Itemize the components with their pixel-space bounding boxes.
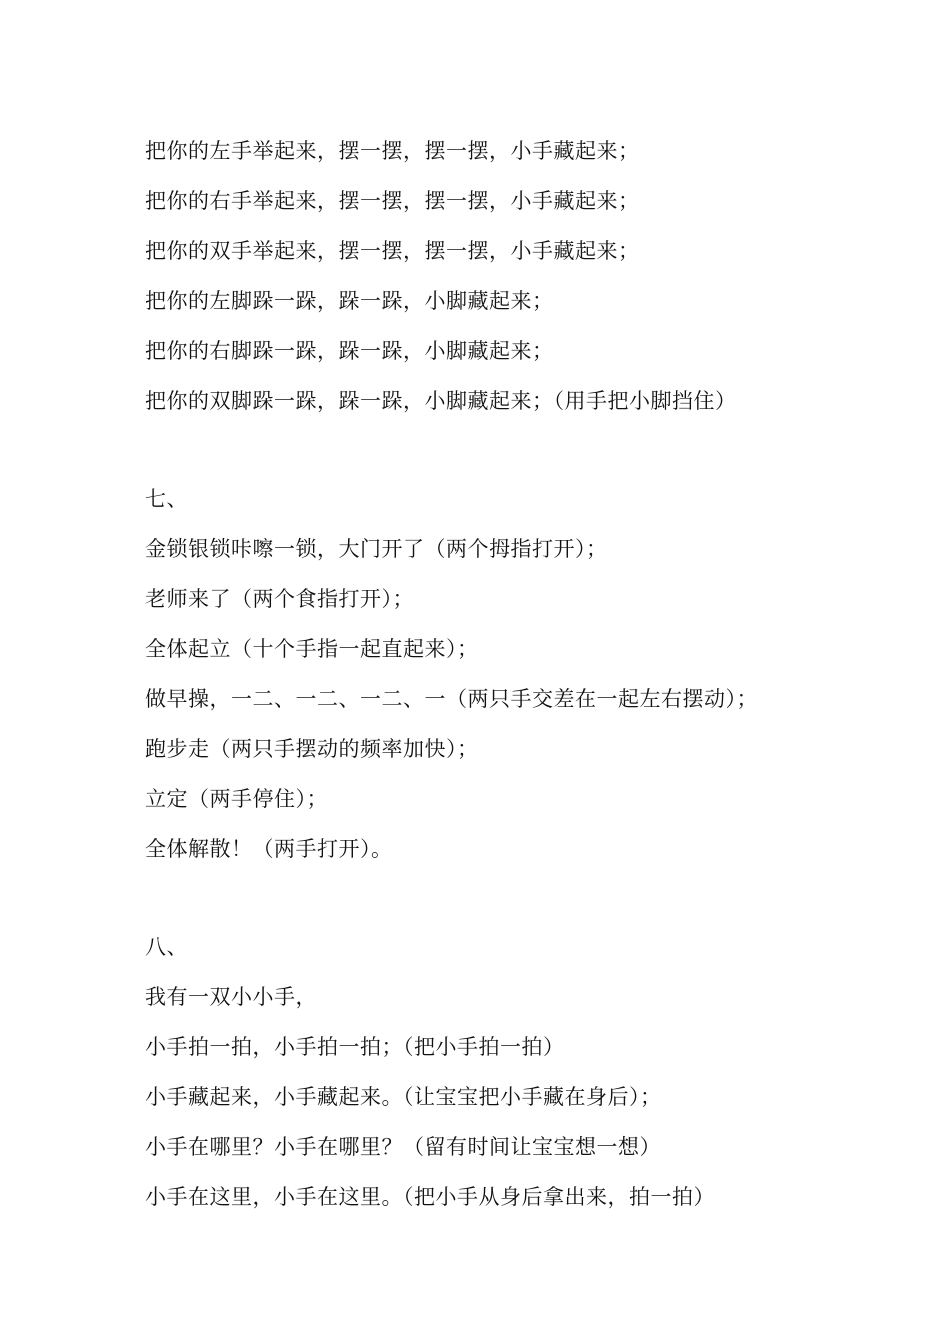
text-line: 把你的左手举起来，摆一摆，摆一摆，小手藏起来； bbox=[145, 139, 640, 163]
text-line: 金锁银锁咔嚓一锁，大门开了（两个拇指打开）； bbox=[145, 537, 608, 561]
text-line: 老师来了（两个食指打开）； bbox=[145, 587, 414, 611]
text-line: 立定（两手停住）； bbox=[145, 787, 328, 811]
text-line: 小手在这里，小手在这里。（把小手从身后拿出来，拍一拍） bbox=[145, 1185, 715, 1209]
text-line: 把你的右脚跺一跺，跺一跺，小脚藏起来； bbox=[145, 339, 554, 363]
text-line: 我有一双小小手， bbox=[145, 985, 317, 1009]
text-line: 小手在哪里？小手在哪里？（留有时间让宝宝想一想） bbox=[145, 1135, 661, 1159]
text-line: 小手拍一拍，小手拍一拍；（把小手拍一拍） bbox=[145, 1035, 565, 1059]
text-line: 把你的右手举起来，摆一摆，摆一摆，小手藏起来； bbox=[145, 189, 640, 213]
text-line: 跑步走（两只手摆动的频率加快）； bbox=[145, 737, 479, 761]
text-line: 把你的双手举起来，摆一摆，摆一摆，小手藏起来； bbox=[145, 239, 640, 263]
section-heading-seven: 七、 bbox=[145, 487, 188, 511]
text-line: 把你的左脚跺一跺，跺一跺，小脚藏起来； bbox=[145, 289, 554, 313]
section-heading-eight: 八、 bbox=[145, 935, 188, 959]
text-line: 小手藏起来，小手藏起来。（让宝宝把小手藏在身后）； bbox=[145, 1085, 662, 1109]
text-line: 把你的双脚跺一跺，跺一跺，小脚藏起来；（用手把小脚挡住） bbox=[145, 389, 737, 413]
text-line: 全体起立（十个手指一起直起来）； bbox=[145, 637, 479, 661]
text-line: 做早操，一二、一二、一二、一（两只手交差在一起左右摆动）； bbox=[145, 687, 758, 711]
text-line: 全体解散！（两手打开）。 bbox=[145, 837, 393, 861]
